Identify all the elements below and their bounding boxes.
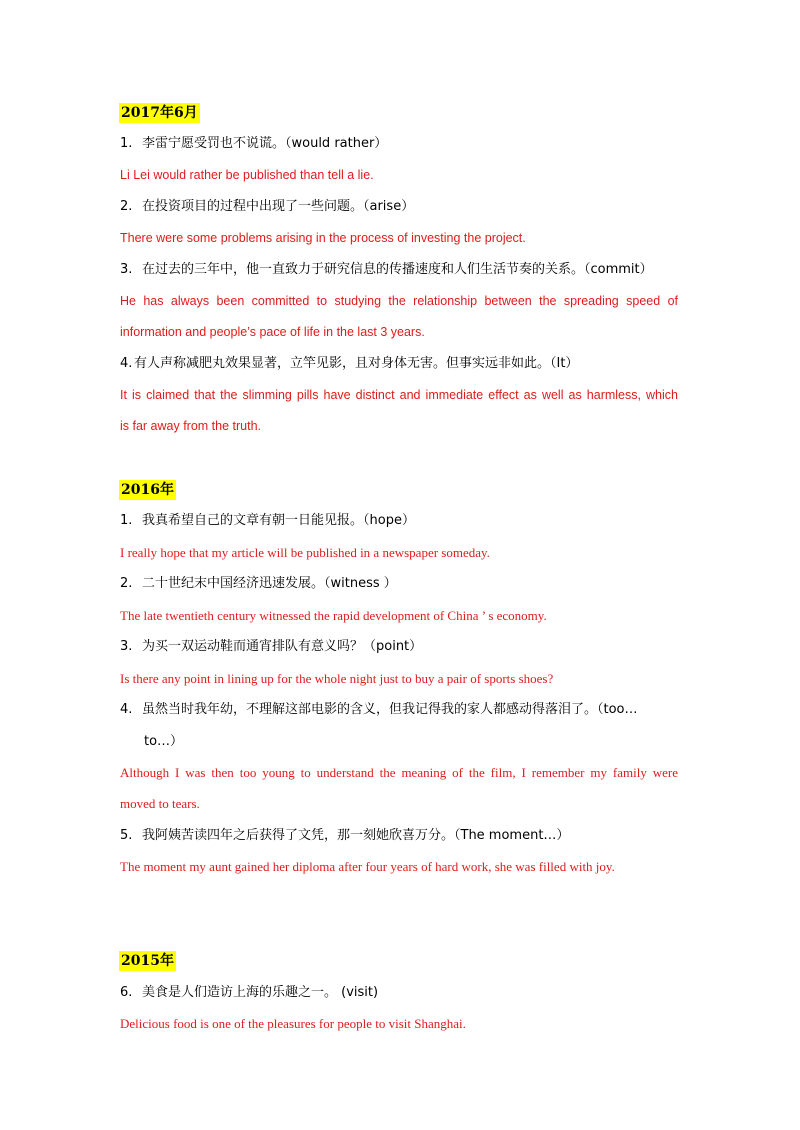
answer-2017-4-line1: It is claimed that the slimming pills have distinct and immediate effect as well as harmless, which xyxy=(120,388,678,402)
question-text: 二十世纪末中国经济迅速发展。（witness ） xyxy=(142,576,397,591)
question-text: 李雷宁愿受罚也不说谎。（would rather） xyxy=(142,136,388,151)
question-number: 4. xyxy=(120,702,133,717)
question-text: 我真希望自己的文章有朝一日能见报。（hope） xyxy=(142,513,415,528)
answer-2017-3-line1: He has always been committed to studying the relationship between the spreading speed of xyxy=(120,294,678,308)
answer-2016-2: The late twentieth century witnessed the rapid development of China ’ s economy. xyxy=(120,608,547,623)
section-heading-2017: 2017年6月 xyxy=(121,105,198,121)
answer-2016-4-line1: Although I was then too young to understand the meaning of the film, I remember my family were xyxy=(120,765,678,780)
answer-2016-1: I really hope that my article will be published in a newspaper someday. xyxy=(120,545,490,560)
question-number: 6. xyxy=(120,985,133,1000)
answer-2017-2: There were some problems arising in the process of investing the project. xyxy=(120,231,526,245)
question-number: 1. xyxy=(120,513,133,528)
question-2015-6 xyxy=(120,983,690,1003)
answer-2017-1: Li Lei would rather be published than tell a lie. xyxy=(120,168,374,182)
question-2016-4-line2: to…） xyxy=(144,734,184,749)
question-text: 我阿姨苦读四年之后获得了文凭，那一刻她欣喜万分。（The moment…） xyxy=(142,828,570,843)
answer-2015-6: Delicious food is one of the pleasures for people to visit Shanghai. xyxy=(120,1016,466,1031)
answer-2017-3-line2: information and people’s pace of life in the last 3 years. xyxy=(120,325,425,339)
question-text: 美食是人们造访上海的乐趣之一。 (visit) xyxy=(142,985,379,1000)
question-2016-4 xyxy=(120,700,690,720)
question-text: 在投资项目的过程中出现了一些问题。（arise） xyxy=(142,199,415,214)
question-number: 1. xyxy=(120,136,133,151)
question-2016-1 xyxy=(120,511,690,531)
answer-2016-4-line2: moved to tears. xyxy=(120,796,200,811)
question-text: 在过去的三年中，他一直致力于研究信息的传播速度和人们生活节奏的关系。（commit） xyxy=(142,262,653,277)
question-2017-2 xyxy=(120,197,690,217)
question-2016-3 xyxy=(120,637,690,657)
question-2017-4 xyxy=(120,354,690,374)
question-number: 5. xyxy=(120,828,133,843)
question-number: 3. xyxy=(120,639,133,654)
answer-2017-4-line2: is far away from the truth. xyxy=(120,419,262,433)
section-heading-2015: 2015年 xyxy=(121,953,174,969)
question-2017-1 xyxy=(120,134,690,154)
question-number: 3. xyxy=(120,262,133,277)
question-text: 为买一双运动鞋而通宵排队有意义吗？（point） xyxy=(142,639,423,654)
question-text: 虽然当时我年幼，不理解这部电影的含义，但我记得我的家人都感动得落泪了。（too… xyxy=(142,702,638,717)
question-number: 4. xyxy=(120,356,133,371)
question-text: 有人声称减肥丸效果显著，立竿见影，且对身体无害。但事实远非如此。（It） xyxy=(134,356,579,371)
question-2017-3 xyxy=(120,260,690,280)
question-2016-5 xyxy=(120,826,690,846)
question-2016-2 xyxy=(120,574,690,594)
answer-2016-5: The moment my aunt gained her diploma after four years of hard work, she was filled with joy. xyxy=(120,859,615,874)
question-number: 2. xyxy=(120,199,133,214)
section-heading-2016: 2016年 xyxy=(121,482,174,498)
question-number: 2. xyxy=(120,576,133,591)
answer-2016-3: Is there any point in lining up for the whole night just to buy a pair of sports shoes? xyxy=(120,671,554,686)
